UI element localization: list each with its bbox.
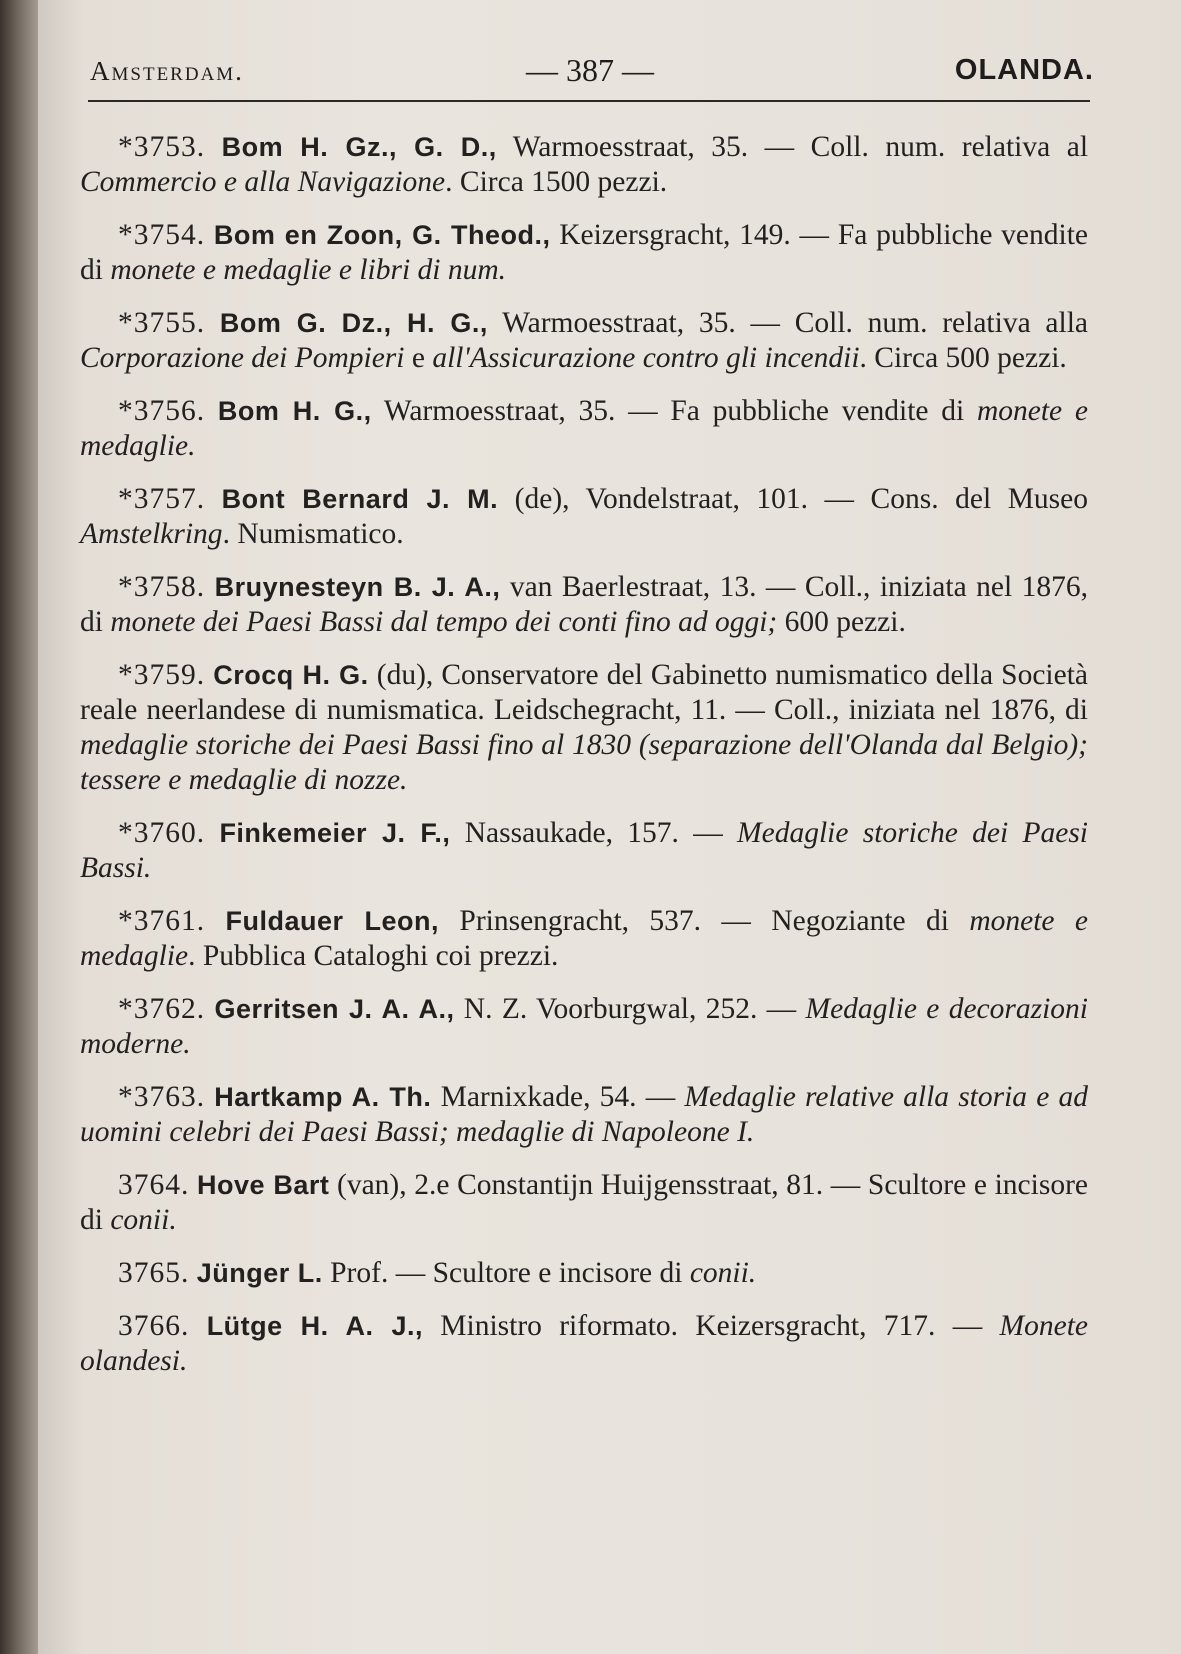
entry-italic: monete e medaglie e libri di num.: [110, 254, 507, 286]
entry-number: *3758.: [118, 571, 206, 603]
book-spine-shadow: [0, 0, 38, 1654]
entry-italic: Corporazione dei Pompieri: [80, 342, 405, 374]
entry-number: *3763.: [118, 1081, 206, 1113]
entry-italic: medaglie storiche dei Paesi Bassi fino al 1830 (separazione dell'Olanda dal Belgio); tessere e medaglie di nozze.: [80, 729, 1088, 796]
entry-text: Ministro riformato. Keizersgracht, 717. —: [423, 1310, 1000, 1342]
entry-text: e: [404, 342, 433, 374]
entry-italic: monete dei Paesi Bassi dal tempo dei conti fino ad oggi;: [110, 606, 778, 638]
entry-name: Hove Bart: [197, 1170, 330, 1200]
entry-text: Warmoesstraat, 35. — Fa pubbliche vendite di: [371, 395, 977, 427]
entry-name: Crocq H. G.: [213, 660, 369, 690]
entry-name: Jünger L.: [196, 1258, 323, 1288]
entry-3758: [80, 570, 1088, 640]
entry-italic: Commercio e alla Navigazione: [80, 166, 446, 198]
entry-3754: [80, 218, 1088, 288]
entry-number: *3756.: [118, 395, 206, 427]
entry-italic: Medaglie storiche dei Paesi Bassi.: [80, 817, 1089, 884]
entry-text: (van), 2.e Constantijn Huijgensstraat, 81. — Scultore e incisore di: [80, 1169, 1088, 1236]
entry-name: Bruynesteyn B. J. A.,: [214, 572, 501, 602]
entry-name: Hartkamp A. Th.: [214, 1082, 432, 1112]
entry-text: Prinsengracht, 537. — Negoziante di: [439, 905, 970, 937]
entry-3762: [80, 992, 1088, 1062]
header-city: Amsterdam.: [90, 56, 244, 86]
entry-italic: conii.: [110, 1204, 177, 1236]
entry-number: *3753.: [118, 131, 206, 163]
entry-name: Bom G. Dz., H. G.,: [219, 308, 488, 338]
entry-text: Warmoesstraat, 35. — Coll. num. relativa al: [496, 131, 1089, 163]
entry-name: Finkemeier J. F.,: [219, 818, 451, 848]
entry-3764: [80, 1168, 1088, 1238]
entry-name: Lütge H. A. J.,: [206, 1311, 423, 1341]
entry-name: Fuldauer Leon,: [225, 906, 440, 936]
entry-3766: [80, 1309, 1088, 1379]
entry-3765: [80, 1256, 1088, 1291]
entry-italic: monete e medaglie.: [80, 395, 1088, 462]
book-page: [38, 0, 1181, 1654]
entry-italic: Medaglie relative alla storia e ad uomini celebri dei Paesi Bassi; medaglie di Napoleone I.: [80, 1081, 1088, 1148]
entry-3760: [80, 816, 1088, 886]
entry-text: (de), Vondelstraat, 101. — Cons. del Museo: [498, 483, 1088, 515]
entry-text: Nassaukade, 157. —: [450, 817, 738, 849]
entry-name: Bom H. G.,: [217, 396, 372, 426]
entry-text: Warmoesstraat, 35. — Coll. num. relativa alla: [487, 307, 1089, 339]
entry-3757: [80, 482, 1088, 552]
entry-text: N. Z. Voorburgwal, 252. —: [454, 993, 806, 1025]
entry-number: 3765.: [118, 1257, 190, 1289]
entry-3753: [80, 130, 1088, 200]
entry-number: *3755.: [118, 307, 206, 339]
entry-name: Bom H. Gz., G. D.,: [221, 132, 497, 162]
entry-text: 600 pezzi.: [777, 606, 906, 638]
entry-italic: Amstelkring: [80, 518, 223, 550]
directory-entries: [80, 130, 1088, 1397]
entry-text: van Baerlestraat, 13. — Coll., iniziata nel 1876, di: [80, 571, 1088, 638]
entry-3756: [80, 394, 1088, 464]
entry-italic: Monete olandesi.: [80, 1310, 1088, 1377]
entry-text: (du), Conservatore del Gabinetto numismatico della Società reale neerlandese di numismatica. Leidschegracht, 11. — Coll., iniziata nel 1876, di: [80, 659, 1089, 726]
entry-3761: [80, 904, 1088, 974]
entry-text: . Circa 500 pezzi.: [859, 342, 1067, 374]
entry-name: Gerritsen J. A. A.,: [214, 994, 455, 1024]
entry-3759: [80, 658, 1088, 798]
entry-name: Bont Bernard J. M.: [221, 484, 499, 514]
entry-italic: monete e medaglie: [80, 905, 1089, 972]
entry-italic: conii.: [689, 1257, 757, 1289]
entry-text: . Pubblica Cataloghi coi prezzi.: [188, 940, 559, 972]
entry-3763: [80, 1080, 1088, 1150]
entry-number: *3761.: [118, 905, 206, 937]
entry-text: . Numismatico.: [222, 518, 404, 550]
entry-number: *3762.: [118, 993, 206, 1025]
entry-number: *3760.: [118, 817, 206, 849]
page-header: [90, 52, 1094, 100]
entry-number: *3757.: [118, 483, 206, 515]
entry-text: Keizersgracht, 149. — Fa pubbliche vendite di: [80, 219, 1089, 286]
entry-number: *3754.: [118, 219, 206, 251]
entry-3755: [80, 306, 1088, 376]
header-rule: [88, 100, 1090, 102]
entry-text: Prof. — Scultore e incisore di: [322, 1257, 690, 1289]
entry-number: *3759.: [118, 659, 206, 691]
entry-name: Bom en Zoon, G. Theod.,: [213, 220, 551, 250]
page-number: — 387 —: [526, 52, 654, 88]
entry-text: . Circa 1500 pezzi.: [445, 166, 668, 198]
entry-number: 3764.: [118, 1169, 190, 1201]
header-country: OLANDA.: [954, 54, 1094, 86]
entry-text: Marnixkade, 54. —: [431, 1081, 685, 1113]
entry-number: 3766.: [118, 1310, 190, 1342]
entry-italic: Medaglie e decorazioni moderne.: [80, 993, 1088, 1060]
entry-italic: all'Assicurazione contro gli incendii: [432, 342, 860, 374]
